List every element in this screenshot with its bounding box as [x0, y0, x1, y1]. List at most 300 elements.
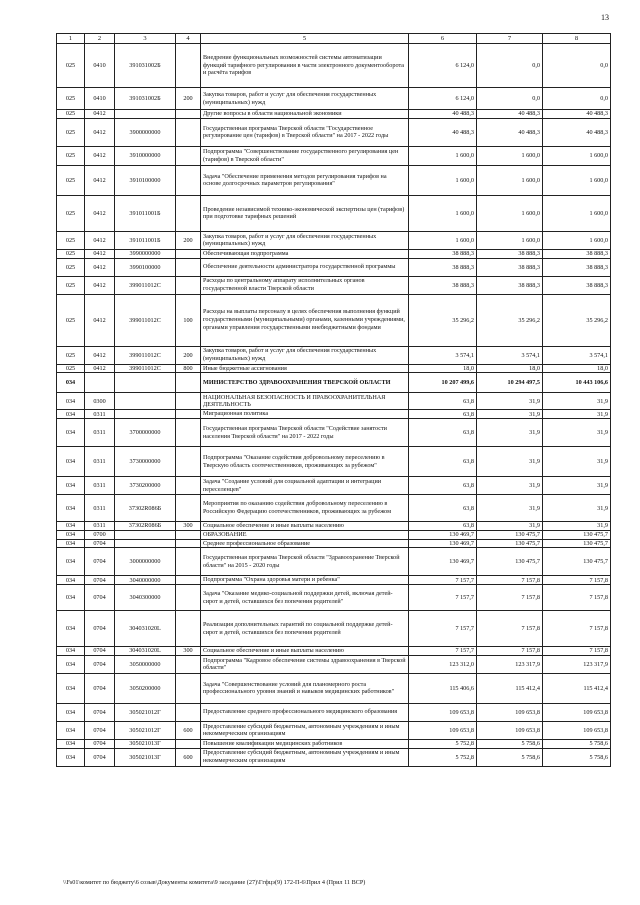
- row-expense-type: [176, 393, 201, 410]
- row-value-col6: 7 157,7: [409, 611, 477, 647]
- row-expense-type: [176, 585, 201, 611]
- row-value-col6: 6 124,0: [409, 44, 477, 88]
- row-expense-type: [176, 447, 201, 477]
- row-expense-type: [176, 673, 201, 703]
- row-section-code: 0412: [85, 110, 115, 119]
- row-value-col7: 3 574,1: [477, 346, 543, 364]
- row-dept-code: 034: [57, 673, 85, 703]
- table-row: [57, 373, 611, 393]
- header-cell: 2: [85, 34, 115, 44]
- row-value-col6: 18,0: [409, 364, 477, 373]
- row-target-code: 3990100000: [115, 258, 176, 276]
- row-dept-code: 034: [57, 373, 85, 393]
- row-target-code: 3910100000: [115, 165, 176, 195]
- row-value-col8: 130 475,7: [543, 548, 611, 576]
- row-description: Государственная программа Тверской области "Здравоохранение Тверской области" на 2015 - 2020 годы: [201, 548, 409, 576]
- row-section-code: [85, 373, 115, 393]
- table-row: [57, 44, 611, 88]
- table-row: [57, 165, 611, 195]
- row-dept-code: 034: [57, 721, 85, 739]
- row-section-code: 0704: [85, 585, 115, 611]
- row-section-code: 0412: [85, 276, 115, 294]
- row-target-code: 3000000000: [115, 548, 176, 576]
- row-value-col8: 1 600,0: [543, 165, 611, 195]
- row-dept-code: 025: [57, 146, 85, 165]
- row-value-col7: 38 888,3: [477, 276, 543, 294]
- row-description: Подпрограмма "Охрана здоровья матери и ребенка": [201, 576, 409, 585]
- row-section-code: 0300: [85, 393, 115, 410]
- row-value-col8: 109 653,8: [543, 721, 611, 739]
- row-target-code: 391011001Б: [115, 195, 176, 231]
- table-row: [57, 739, 611, 748]
- row-target-code: 3730000000: [115, 447, 176, 477]
- row-target-code: [115, 393, 176, 410]
- row-section-code: 0412: [85, 258, 115, 276]
- row-dept-code: 034: [57, 410, 85, 419]
- row-value-col7: 130 475,7: [477, 539, 543, 548]
- table-row: [57, 364, 611, 373]
- row-description: Подпрограмма "Кадровое обеспечение системы здравоохранения в Тверской области": [201, 655, 409, 673]
- row-value-col7: 31,9: [477, 477, 543, 495]
- row-value-col7: 130 475,7: [477, 548, 543, 576]
- row-value-col7: 38 888,3: [477, 258, 543, 276]
- row-value-col8: 31,9: [543, 447, 611, 477]
- row-description: Предоставление субсидий бюджетным, автономным учреждениям и иным некоммерческим организациям: [201, 721, 409, 739]
- row-section-code: 0412: [85, 118, 115, 146]
- row-value-col6: 38 888,3: [409, 276, 477, 294]
- row-dept-code: 025: [57, 258, 85, 276]
- row-section-code: 0412: [85, 294, 115, 346]
- row-expense-type: [176, 373, 201, 393]
- row-value-col8: 40 488,3: [543, 110, 611, 119]
- table-row: [57, 539, 611, 548]
- row-value-col7: 1 600,0: [477, 231, 543, 249]
- row-expense-type: [176, 495, 201, 522]
- row-dept-code: 034: [57, 748, 85, 766]
- row-target-code: [115, 530, 176, 539]
- row-target-code: [115, 110, 176, 119]
- row-value-col8: 31,9: [543, 410, 611, 419]
- row-value-col8: 31,9: [543, 477, 611, 495]
- row-value-col7: 35 296,2: [477, 294, 543, 346]
- row-description: Государственная программа Тверской области "Государственное регулирование цен (тарифов) в Тверской области" на 2017 - 2022 годы: [201, 118, 409, 146]
- row-expense-type: [176, 165, 201, 195]
- header-cell: 7: [477, 34, 543, 44]
- row-target-code: 3040000000: [115, 576, 176, 585]
- table-row: [57, 655, 611, 673]
- row-description: Закупка товаров, работ и услуг для обеспечения государственных (муниципальных) нужд: [201, 88, 409, 110]
- row-value-col7: 5 758,6: [477, 739, 543, 748]
- row-section-code: 0704: [85, 655, 115, 673]
- row-section-code: 0412: [85, 249, 115, 258]
- row-target-code: 399011012С: [115, 364, 176, 373]
- table-row: [57, 410, 611, 419]
- row-value-col8: 7 157,8: [543, 576, 611, 585]
- table-row: [57, 477, 611, 495]
- row-value-col6: 63,8: [409, 393, 477, 410]
- row-value-col7: 7 157,8: [477, 576, 543, 585]
- row-dept-code: 034: [57, 495, 85, 522]
- row-value-col6: 7 157,7: [409, 647, 477, 656]
- row-dept-code: 025: [57, 195, 85, 231]
- row-section-code: 0410: [85, 44, 115, 88]
- table-row: [57, 110, 611, 119]
- row-value-col7: 10 294 497,5: [477, 373, 543, 393]
- row-expense-type: 800: [176, 364, 201, 373]
- row-section-code: 0704: [85, 611, 115, 647]
- row-value-col8: 0,0: [543, 88, 611, 110]
- row-value-col7: 5 758,6: [477, 748, 543, 766]
- row-section-code: 0311: [85, 410, 115, 419]
- row-value-col6: 3 574,1: [409, 346, 477, 364]
- row-description: Предоставление субсидий бюджетным, автономным учреждениям и иным некоммерческим организациям: [201, 748, 409, 766]
- row-value-col6: 10 207 499,6: [409, 373, 477, 393]
- row-target-code: 3900000000: [115, 118, 176, 146]
- row-description: Среднее профессиональное образование: [201, 539, 409, 548]
- row-target-code: 304031020L: [115, 647, 176, 656]
- row-section-code: 0311: [85, 447, 115, 477]
- table-row: [57, 276, 611, 294]
- row-value-col7: 7 157,8: [477, 585, 543, 611]
- row-dept-code: 034: [57, 548, 85, 576]
- row-value-col7: 109 653,8: [477, 703, 543, 721]
- row-value-col7: 31,9: [477, 495, 543, 522]
- row-description: Другие вопросы в области национальной экономики: [201, 110, 409, 119]
- row-value-col6: 63,8: [409, 447, 477, 477]
- row-dept-code: 034: [57, 611, 85, 647]
- row-value-col7: 1 600,0: [477, 146, 543, 165]
- row-value-col6: 5 752,8: [409, 748, 477, 766]
- row-value-col6: 109 653,8: [409, 721, 477, 739]
- row-target-code: 3050000000: [115, 655, 176, 673]
- row-section-code: 0412: [85, 146, 115, 165]
- row-value-col8: 10 443 106,6: [543, 373, 611, 393]
- row-value-col7: 1 600,0: [477, 165, 543, 195]
- row-expense-type: [176, 118, 201, 146]
- row-target-code: 3040300000: [115, 585, 176, 611]
- table-row: [57, 146, 611, 165]
- row-target-code: 305021013Г: [115, 739, 176, 748]
- row-dept-code: 025: [57, 294, 85, 346]
- row-value-col8: 31,9: [543, 419, 611, 447]
- row-value-col6: 7 157,7: [409, 576, 477, 585]
- table-row: [57, 647, 611, 656]
- row-dept-code: 025: [57, 364, 85, 373]
- row-description: Закупка товаров, работ и услуг для обеспечения государственных (муниципальных) нужд: [201, 346, 409, 364]
- row-value-col8: 5 758,6: [543, 739, 611, 748]
- row-target-code: 3910000000: [115, 146, 176, 165]
- row-value-col7: 7 157,8: [477, 611, 543, 647]
- row-target-code: 305021012Г: [115, 703, 176, 721]
- row-target-code: 3050200000: [115, 673, 176, 703]
- row-value-col8: 31,9: [543, 522, 611, 531]
- table-row: [57, 447, 611, 477]
- row-value-col8: 123 317,9: [543, 655, 611, 673]
- row-value-col8: 1 600,0: [543, 195, 611, 231]
- table-row: [57, 294, 611, 346]
- row-target-code: 399011012С: [115, 276, 176, 294]
- row-value-col8: 130 475,7: [543, 539, 611, 548]
- row-section-code: 0311: [85, 495, 115, 522]
- row-expense-type: 300: [176, 647, 201, 656]
- row-dept-code: 034: [57, 539, 85, 548]
- row-description: Задача "Оказание медико-социальной поддержки детей, включая детей-сирот и детей, оставшихся без попечения родителей": [201, 585, 409, 611]
- row-section-code: 0311: [85, 477, 115, 495]
- row-expense-type: 300: [176, 522, 201, 531]
- row-target-code: 3990000000: [115, 249, 176, 258]
- row-section-code: 0412: [85, 195, 115, 231]
- header-cell: 3: [115, 34, 176, 44]
- row-description: Обеспечение деятельности администратора государственной программы: [201, 258, 409, 276]
- row-expense-type: [176, 276, 201, 294]
- row-dept-code: 034: [57, 393, 85, 410]
- table-row: [57, 611, 611, 647]
- row-value-col8: 7 157,8: [543, 585, 611, 611]
- row-value-col6: 130 469,7: [409, 539, 477, 548]
- row-section-code: 0704: [85, 673, 115, 703]
- row-expense-type: 600: [176, 748, 201, 766]
- row-value-col7: 40 488,3: [477, 118, 543, 146]
- row-expense-type: [176, 110, 201, 119]
- row-expense-type: [176, 739, 201, 748]
- row-value-col8: 31,9: [543, 393, 611, 410]
- row-dept-code: 025: [57, 165, 85, 195]
- row-value-col8: 115 412,4: [543, 673, 611, 703]
- row-expense-type: [176, 195, 201, 231]
- row-description: Социальное обеспечение и иные выплаты населению: [201, 522, 409, 531]
- row-value-col7: 31,9: [477, 419, 543, 447]
- row-dept-code: 034: [57, 576, 85, 585]
- row-value-col8: 38 888,3: [543, 258, 611, 276]
- row-description: Подпрограмма "Оказание содействия добровольному переселению в Тверскую область соотечественников, проживающих за рубежом": [201, 447, 409, 477]
- row-value-col8: 0,0: [543, 44, 611, 88]
- row-target-code: 399011012С: [115, 346, 176, 364]
- row-description: Реализация дополнительных гарантий по социальной поддержке детей-сирот и детей, оставшихся без попечения родителей: [201, 611, 409, 647]
- row-expense-type: [176, 419, 201, 447]
- table-row: [57, 703, 611, 721]
- row-value-col6: 63,8: [409, 477, 477, 495]
- row-description: Задача "Обеспечение применения методов регулирования тарифов на основе долгосрочных параметров регулирования": [201, 165, 409, 195]
- row-value-col7: 0,0: [477, 88, 543, 110]
- row-value-col7: 31,9: [477, 447, 543, 477]
- row-section-code: 0412: [85, 231, 115, 249]
- page-number: 13: [601, 13, 609, 22]
- row-dept-code: 034: [57, 739, 85, 748]
- row-section-code: 0704: [85, 539, 115, 548]
- row-description: Иные бюджетные ассигнования: [201, 364, 409, 373]
- row-value-col8: 1 600,0: [543, 146, 611, 165]
- row-description: Задача "Создание условий для социальной адаптации и интеграции переселенцев": [201, 477, 409, 495]
- row-description: Повышение квалификации медицинских работников: [201, 739, 409, 748]
- table-row: [57, 548, 611, 576]
- row-value-col8: 40 488,3: [543, 118, 611, 146]
- row-dept-code: 025: [57, 276, 85, 294]
- row-section-code: 0704: [85, 576, 115, 585]
- row-value-col6: 123 312,0: [409, 655, 477, 673]
- row-value-col6: 38 888,3: [409, 258, 477, 276]
- row-target-code: 37302R086Б: [115, 522, 176, 531]
- row-value-col6: 130 469,7: [409, 548, 477, 576]
- row-description: Внедрение функциональных возможностей системы автоматизации функций тарифного регулирования в части электронного документооборота и расчёта тарифов: [201, 44, 409, 88]
- row-value-col6: 1 600,0: [409, 195, 477, 231]
- table-row: [57, 419, 611, 447]
- row-expense-type: [176, 539, 201, 548]
- row-value-col8: 38 888,3: [543, 276, 611, 294]
- table-row: [57, 346, 611, 364]
- row-value-col8: 1 600,0: [543, 231, 611, 249]
- row-value-col8: 3 574,1: [543, 346, 611, 364]
- row-value-col6: 63,8: [409, 419, 477, 447]
- row-dept-code: 034: [57, 585, 85, 611]
- row-expense-type: 200: [176, 346, 201, 364]
- row-value-col7: 115 412,4: [477, 673, 543, 703]
- table-row: [57, 393, 611, 410]
- row-description: Обеспечивающая подпрограмма: [201, 249, 409, 258]
- row-value-col6: 7 157,7: [409, 585, 477, 611]
- row-section-code: 0412: [85, 364, 115, 373]
- table-row: [57, 231, 611, 249]
- table-row: [57, 530, 611, 539]
- row-value-col6: 115 406,6: [409, 673, 477, 703]
- row-dept-code: 034: [57, 419, 85, 447]
- row-description: Подпрограмма "Совершенствование государственного регулирования цен (тарифов) в Тверской области": [201, 146, 409, 165]
- table-row: [57, 721, 611, 739]
- budget-table: [56, 33, 611, 767]
- row-section-code: 0311: [85, 419, 115, 447]
- row-target-code: [115, 539, 176, 548]
- row-section-code: 0410: [85, 88, 115, 110]
- row-value-col6: 130 469,7: [409, 530, 477, 539]
- row-section-code: 0700: [85, 530, 115, 539]
- table-row: [57, 748, 611, 766]
- row-expense-type: [176, 530, 201, 539]
- row-expense-type: [176, 703, 201, 721]
- row-description: ОБРАЗОВАНИЕ: [201, 530, 409, 539]
- row-value-col7: 31,9: [477, 522, 543, 531]
- row-target-code: 305021012Г: [115, 721, 176, 739]
- header-cell: 1: [57, 34, 85, 44]
- table-row: [57, 585, 611, 611]
- row-section-code: 0704: [85, 548, 115, 576]
- row-value-col6: 40 488,3: [409, 118, 477, 146]
- table-row: [57, 258, 611, 276]
- row-expense-type: [176, 249, 201, 258]
- row-value-col6: 63,8: [409, 522, 477, 531]
- row-expense-type: [176, 655, 201, 673]
- row-target-code: 305021013Г: [115, 748, 176, 766]
- row-expense-type: [176, 44, 201, 88]
- row-description: Миграционная политика: [201, 410, 409, 419]
- row-value-col6: 1 600,0: [409, 146, 477, 165]
- row-value-col8: 31,9: [543, 495, 611, 522]
- row-dept-code: 025: [57, 249, 85, 258]
- header-cell: 6: [409, 34, 477, 44]
- row-value-col6: 35 296,2: [409, 294, 477, 346]
- row-dept-code: 034: [57, 477, 85, 495]
- row-value-col6: 63,8: [409, 410, 477, 419]
- row-section-code: 0311: [85, 522, 115, 531]
- row-value-col6: 63,8: [409, 495, 477, 522]
- row-value-col6: 1 600,0: [409, 231, 477, 249]
- row-expense-type: [176, 611, 201, 647]
- row-section-code: 0412: [85, 346, 115, 364]
- row-description: Закупка товаров, работ и услуг для обеспечения государственных (муниципальных) нужд: [201, 231, 409, 249]
- row-description: Расходы по центральному аппарату исполнительных органов государственной власти Тверской области: [201, 276, 409, 294]
- row-expense-type: [176, 548, 201, 576]
- row-description: Мероприятия по оказанию содействия добровольному переселению в Российскую Федерацию соотечественников, проживающих за рубежом: [201, 495, 409, 522]
- row-value-col7: 130 475,7: [477, 530, 543, 539]
- header-row: [57, 34, 611, 44]
- row-dept-code: 025: [57, 118, 85, 146]
- row-expense-type: 600: [176, 721, 201, 739]
- row-target-code: 3730200000: [115, 477, 176, 495]
- table-row: [57, 195, 611, 231]
- row-dept-code: 025: [57, 231, 85, 249]
- row-value-col8: 38 888,3: [543, 249, 611, 258]
- row-value-col7: 7 157,8: [477, 647, 543, 656]
- row-value-col7: 31,9: [477, 393, 543, 410]
- row-value-col6: 40 488,3: [409, 110, 477, 119]
- row-expense-type: 100: [176, 294, 201, 346]
- row-expense-type: [176, 410, 201, 419]
- row-value-col8: 7 157,8: [543, 647, 611, 656]
- row-value-col6: 38 888,3: [409, 249, 477, 258]
- row-description: НАЦИОНАЛЬНАЯ БЕЗОПАСНОСТЬ И ПРАВООХРАНИТЕЛЬНАЯ ДЕЯТЕЛЬНОСТЬ: [201, 393, 409, 410]
- row-section-code: 0412: [85, 165, 115, 195]
- row-expense-type: [176, 477, 201, 495]
- row-target-code: [115, 410, 176, 419]
- table-row: [57, 522, 611, 531]
- row-value-col7: 18,0: [477, 364, 543, 373]
- table-row: [57, 495, 611, 522]
- row-target-code: 3700000000: [115, 419, 176, 447]
- row-expense-type: 200: [176, 88, 201, 110]
- file-path-footer: \\Fs01\комитет по бюджету\6 созыв\Документы комитета\9 заседание (27)\Ггфцэ(9) 172-П-6\Прил 4 (Прил 11 ВСР): [63, 879, 366, 886]
- row-expense-type: [176, 258, 201, 276]
- row-value-col7: 40 488,3: [477, 110, 543, 119]
- row-description: Расходы на выплаты персоналу в целях обеспечения выполнения функций государственными (муниципальными) органами, казенными учреждениями, органами управления государственными внебюджетными фондами: [201, 294, 409, 346]
- table-row: [57, 118, 611, 146]
- row-value-col8: 35 296,2: [543, 294, 611, 346]
- row-target-code: 37302R086Б: [115, 495, 176, 522]
- row-target-code: 391031002Б: [115, 88, 176, 110]
- row-expense-type: [176, 576, 201, 585]
- row-dept-code: 025: [57, 44, 85, 88]
- row-dept-code: 025: [57, 88, 85, 110]
- row-value-col8: 18,0: [543, 364, 611, 373]
- table-row: [57, 576, 611, 585]
- row-value-col6: 109 653,8: [409, 703, 477, 721]
- row-section-code: 0704: [85, 748, 115, 766]
- row-dept-code: 034: [57, 522, 85, 531]
- table-row: [57, 88, 611, 110]
- header-cell: 8: [543, 34, 611, 44]
- row-value-col8: 130 475,7: [543, 530, 611, 539]
- row-section-code: 0704: [85, 703, 115, 721]
- row-value-col7: 109 653,8: [477, 721, 543, 739]
- row-dept-code: 025: [57, 346, 85, 364]
- table-row: [57, 673, 611, 703]
- row-value-col8: 109 653,8: [543, 703, 611, 721]
- row-target-code: 391011001Б: [115, 231, 176, 249]
- row-value-col7: 31,9: [477, 410, 543, 419]
- row-description: МИНИСТЕРСТВО ЗДРАВООХРАНЕНИЯ ТВЕРСКОЙ ОБЛАСТИ: [201, 373, 409, 393]
- row-description: Задача "Совершенствование условий для планомерного роста профессионального уровня знаний и навыков медицинских работников": [201, 673, 409, 703]
- row-dept-code: 034: [57, 655, 85, 673]
- row-value-col7: 0,0: [477, 44, 543, 88]
- row-target-code: 391031002Б: [115, 44, 176, 88]
- row-dept-code: 034: [57, 647, 85, 656]
